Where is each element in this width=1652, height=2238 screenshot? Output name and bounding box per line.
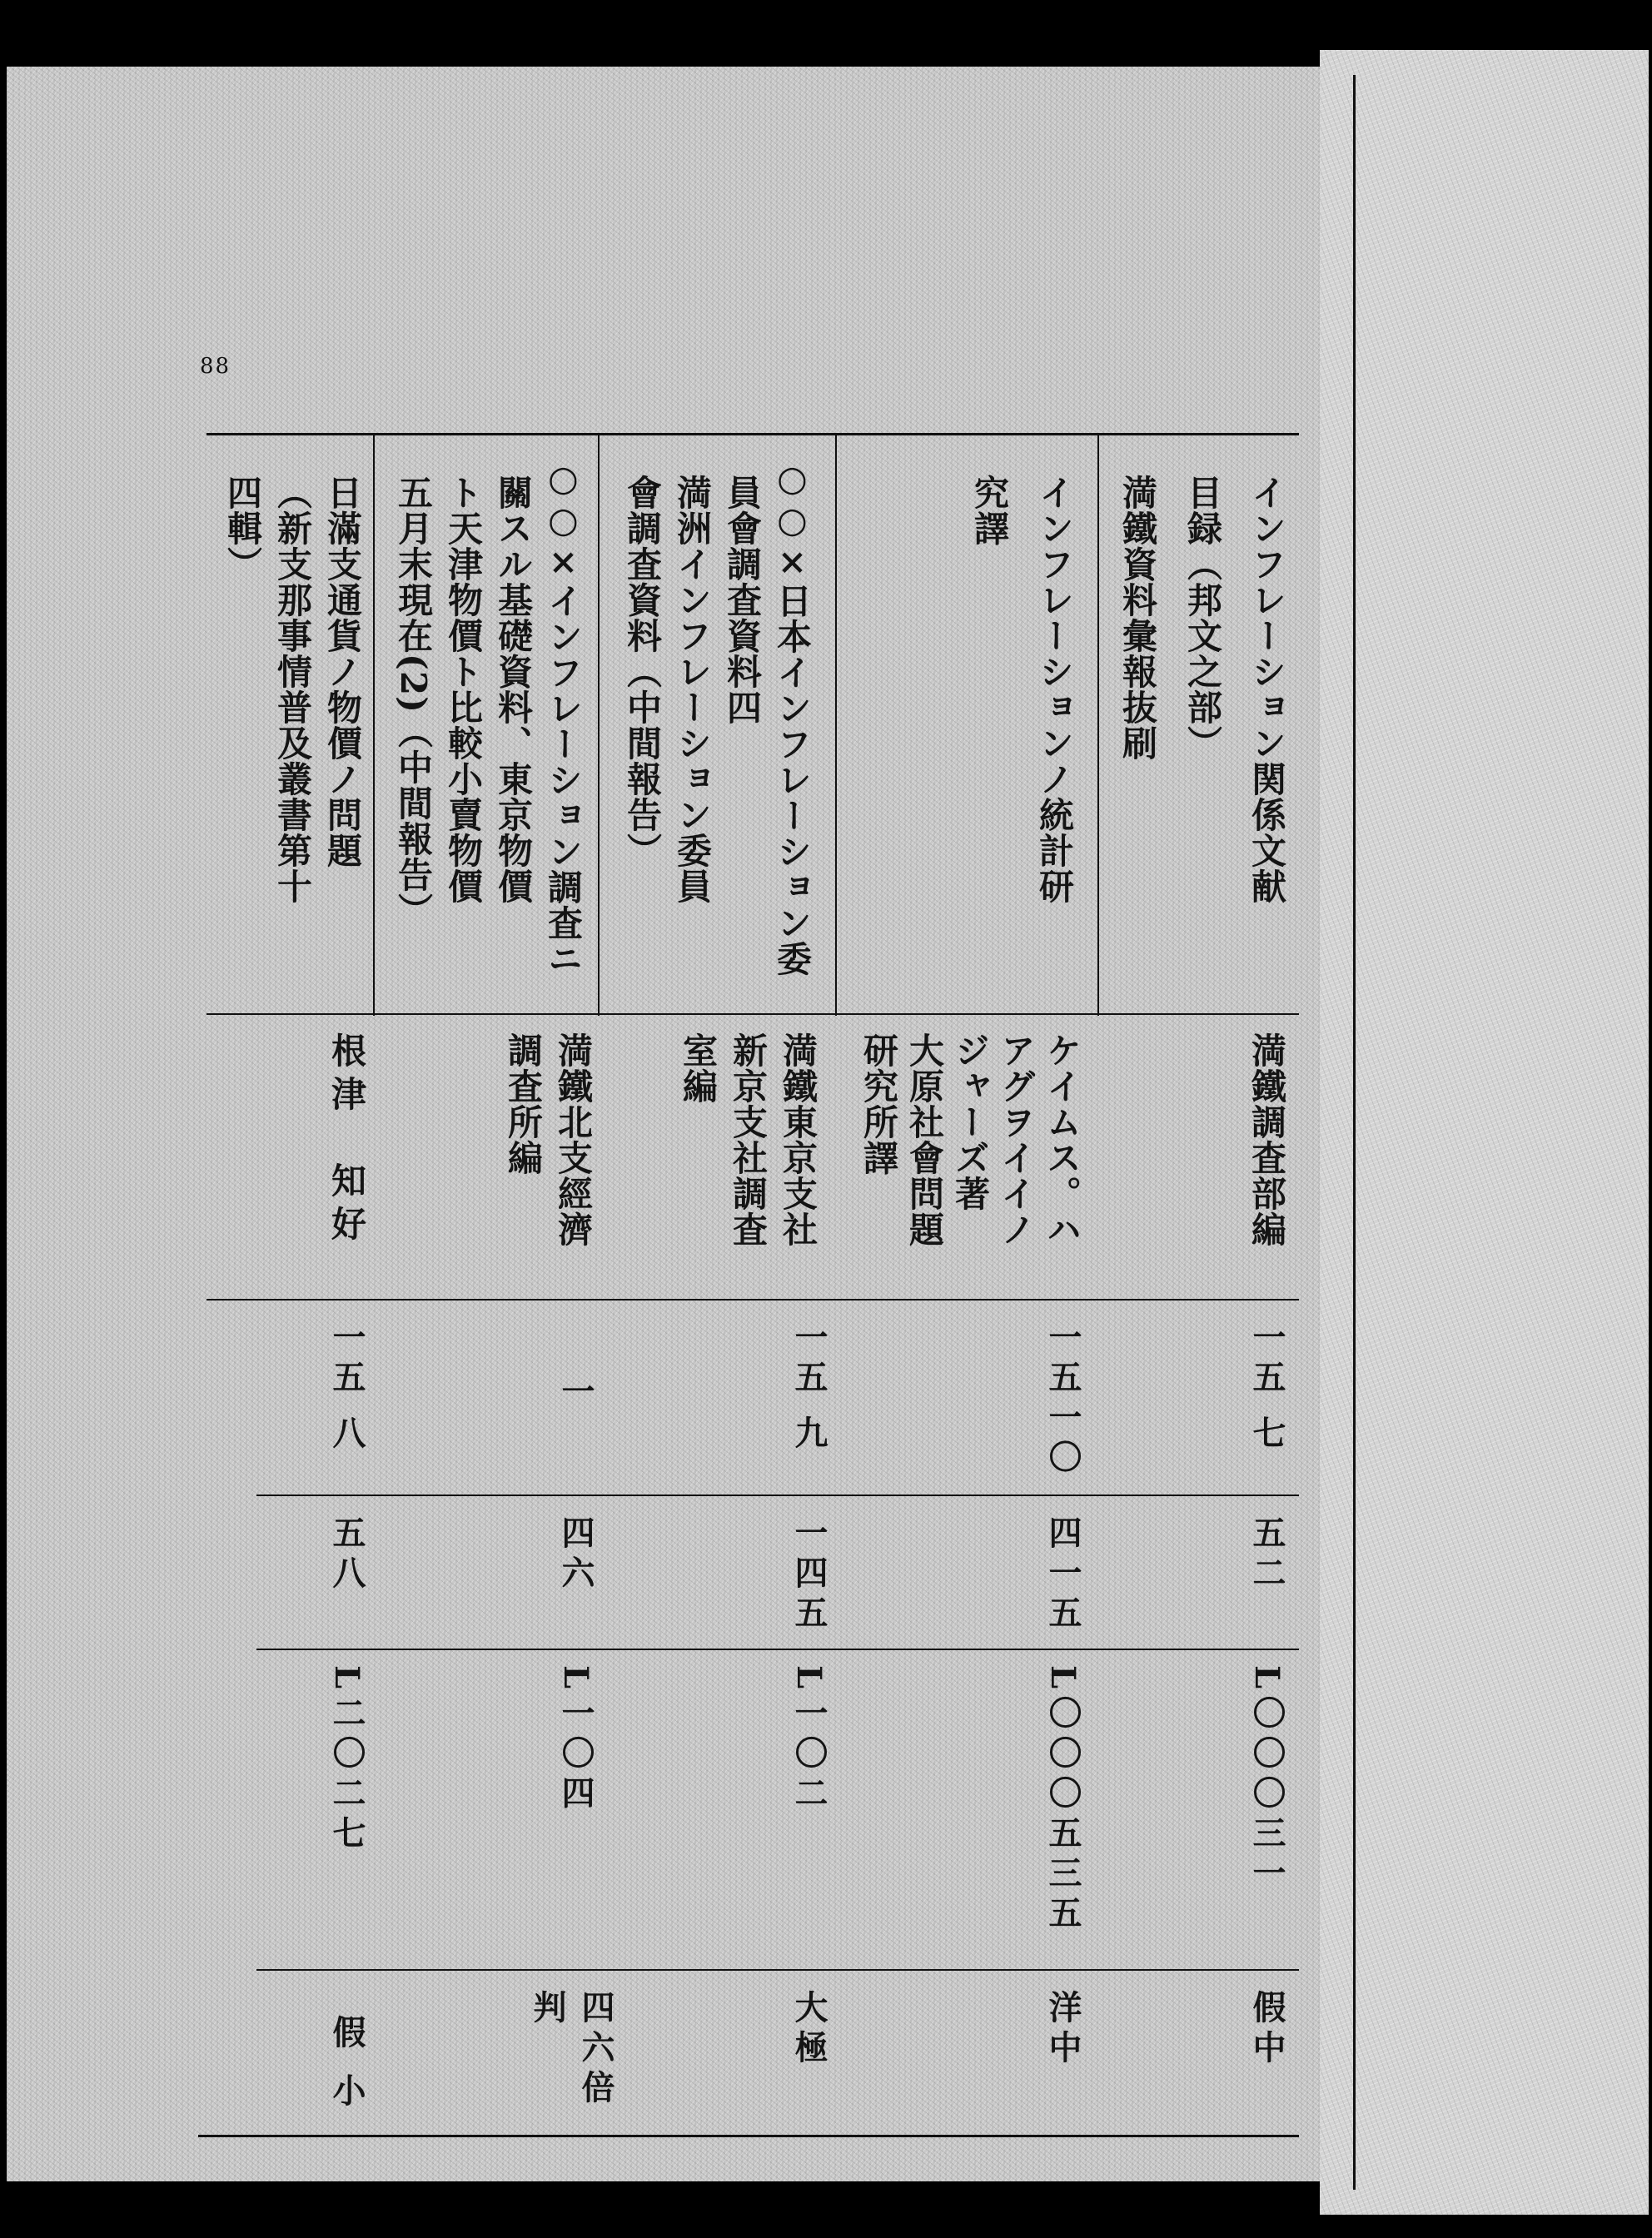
row4-title-line3: ト天津物價ト比較小賣物價 <box>443 475 484 904</box>
row3-title-line4: 會調査資料（中間報告） <box>622 475 663 868</box>
row-separator <box>373 433 375 1016</box>
row3-year: 一五 <box>789 1320 828 1400</box>
row1-author: 満鐵調査部編 <box>1246 1032 1287 1247</box>
row3-format: 大極 <box>789 1990 828 2070</box>
bibliography-table <box>206 433 1299 2141</box>
row3-price: L一〇二 <box>789 1665 828 1816</box>
row2-year: 一五一〇 <box>1043 1320 1082 1480</box>
row-separator <box>598 433 600 1016</box>
row4-title-line1: ○○×インフレーション調査ニ <box>543 458 584 977</box>
row4-title-line2: 關スル基礎資料、東京物價 <box>493 475 534 904</box>
row1-year: 一五 <box>1247 1320 1286 1400</box>
price-column-rule <box>256 1969 1299 1971</box>
author-column-rule <box>206 1299 1299 1301</box>
row1-month: 七 <box>1247 1415 1286 1455</box>
row3-title-line3: 満洲インフレーション委員 <box>672 475 713 904</box>
row5-pages: 五八 <box>327 1515 366 1595</box>
row3-month: 九 <box>789 1415 828 1455</box>
facing-page <box>1320 50 1649 2215</box>
row5-title-line1: 日滿支通貨ノ物價ノ問題 <box>322 475 363 868</box>
row1-pages: 五二 <box>1247 1515 1286 1595</box>
row1-title-line2: 目録（邦文之部） <box>1182 475 1223 761</box>
facing-page-edge <box>1353 75 1356 2190</box>
row2-author: ケイムス。ハ アグヲイイノ ジャーズ著 大原社會問題 研究所譯 <box>858 1032 1082 1247</box>
page-marker: 88 <box>200 354 231 379</box>
row4-author: 満鐵北支經濟 調査所編 <box>503 1032 594 1247</box>
row1-format: 假中 <box>1247 1990 1286 2070</box>
row5-month: 八 <box>327 1415 366 1455</box>
table-top-rule <box>206 433 1299 435</box>
row1-price: L〇〇〇三一 <box>1247 1665 1286 1896</box>
row2-price: L〇〇〇五三五 <box>1043 1665 1082 1936</box>
row5-price: L二〇二七 <box>327 1665 366 1856</box>
row4-year: 一 <box>556 1374 595 1414</box>
month-column-rule <box>256 1494 1299 1496</box>
row3-title-line2: 員會調査資料四 <box>722 475 763 725</box>
row4-format: 四六倍 判 <box>528 1990 615 2110</box>
row5-title-line2: （新支那事情普及叢書第十 <box>272 475 313 904</box>
row2-title-line1: インフレーションノ統計研 <box>1034 475 1075 904</box>
row4-pages: 四六 <box>556 1515 595 1595</box>
row2-format: 洋中 <box>1043 1990 1082 2070</box>
row-separator <box>835 433 837 1016</box>
row5-format: 假小 <box>327 2015 366 2131</box>
pages-column-rule <box>256 1649 1299 1650</box>
row3-pages: 一四五 <box>789 1515 828 1635</box>
row2-pages: 四一五 <box>1043 1515 1082 1635</box>
table-bottom-rule <box>198 2135 1299 2137</box>
row5-year: 一五 <box>327 1320 366 1400</box>
row-separator <box>1097 433 1099 1016</box>
row5-title-line3: 四輯） <box>222 475 263 582</box>
row3-title-line1: ○○×日本インフレーション委 <box>772 458 813 977</box>
row2-title-line2: 究譯 <box>969 475 1010 546</box>
row4-price: L一〇四 <box>556 1665 595 1816</box>
title-column-rule <box>206 1013 1299 1015</box>
row5-author: 根津 知好 <box>326 1032 367 1249</box>
row3-author: 満鐵東京支社 新京支社調査 室編 <box>678 1032 819 1247</box>
row4-title-line4: 五月末現在(2)（中間報告） <box>393 475 434 928</box>
row1-title-line1: インフレーション関係文献 <box>1246 475 1287 904</box>
row1-title-line3: 満鐵資料彙報抜刷 <box>1117 475 1158 761</box>
